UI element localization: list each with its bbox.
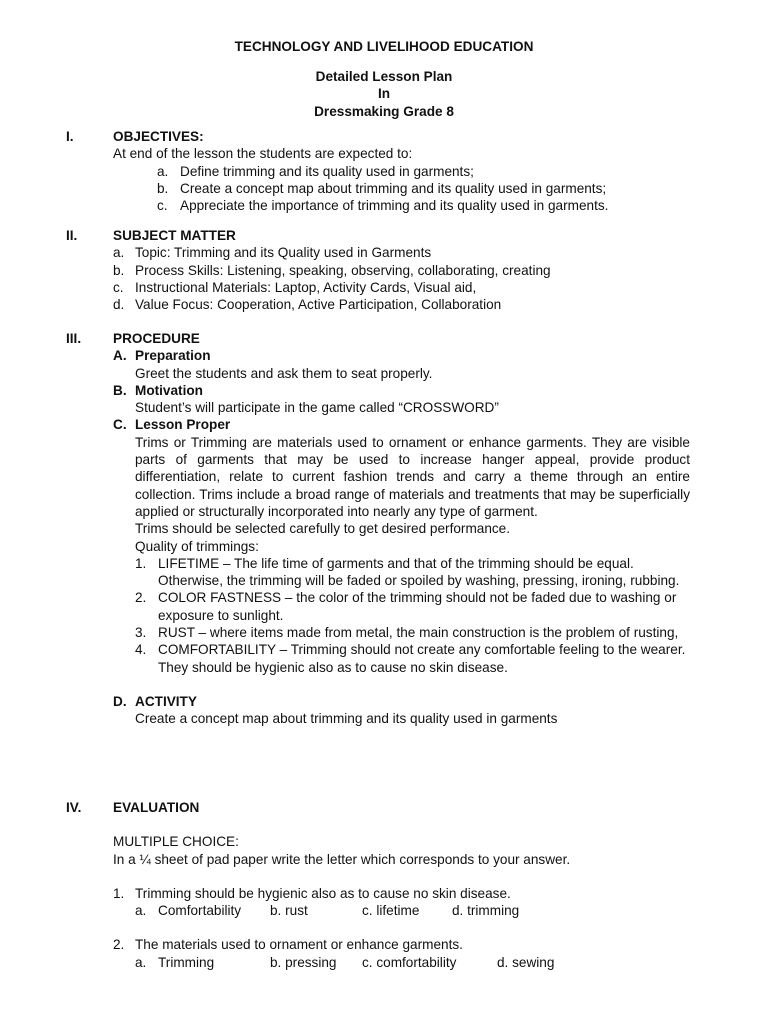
document-title: TECHNOLOGY AND LIVELIHOOD EDUCATION [234, 39, 534, 54]
subtitle-line-3: Dressmaking Grade 8 [314, 103, 454, 119]
evaluation-heading [66, 799, 706, 816]
preparation-heading: A. Preparation [113, 348, 211, 364]
motivation-text: Student’s will participate in the game called “CROSSWORD” [135, 400, 499, 416]
subject-item: b. Process Skills: Listening, speaking, observing, collaborating, creating [113, 262, 551, 278]
section-title: SUBJECT MATTER [113, 228, 236, 243]
subject-matter-section [66, 227, 706, 313]
section-title: EVALUATION [113, 800, 200, 815]
quality-item: 1. LIFETIME – The life time of garments and that of the trimming should be equal. Otherwise, the trimming will be faded or spoiled by washing, pressing, ironing, rubbing. [135, 555, 680, 589]
evaluation-section [66, 799, 706, 971]
preparation-text: Greet the students and ask them to seat properly. [135, 365, 433, 381]
objective-item: a. Define trimming and its quality used in garments; [157, 163, 474, 179]
evaluation-instruction: In a ¼ sheet of pad paper write the letter which corresponds to your answer. [113, 851, 571, 867]
procedure-section [66, 330, 706, 728]
lesson-selected-note: Trims should be selected carefully to get desired performance. [135, 521, 511, 537]
subtitle-line-1: Detailed Lesson Plan [315, 69, 453, 84]
question-item: 2. The materials used to ornament or enhance garments. [113, 937, 463, 953]
subject-item: c. Instructional Materials: Laptop, Activity Cards, Visual aid, [113, 279, 477, 295]
quality-item: 4. COMFORTABILITY – Trimming should not create any comfortable feeling to the wearer. They should be hygienic also as to cause no skin disease. [135, 642, 686, 675]
question-choices: a. Trimming b. pressing c. comfortability d. sewing [135, 954, 555, 970]
subtitle-line-2: In [377, 86, 391, 102]
objective-item: b. Create a concept map about trimming and its quality used in garments; [157, 180, 607, 196]
objectives-intro: At end of the lesson the students are expected to: [113, 146, 413, 162]
section-title: OBJECTIVES: [113, 129, 204, 144]
section-number: II. [66, 228, 78, 243]
objectives-heading [66, 128, 706, 145]
procedure-heading [66, 330, 706, 347]
evaluation-type: MULTIPLE CHOICE: [113, 834, 239, 850]
quality-item: 2. COLOR FASTNESS – the color of the trimming should not be faded due to washing or exposure to sunlight. [135, 590, 677, 623]
quality-label: Quality of trimmings: [135, 538, 259, 554]
subject-item: a. Topic: Trimming and its Quality used in Garments [113, 245, 432, 261]
quality-list [66, 555, 691, 676]
activity-heading: D. ACTIVITY [113, 693, 197, 709]
section-number: IV. [66, 800, 82, 815]
objective-item: c. Appreciate the importance of trimming and its quality used in garments. [157, 198, 609, 214]
question-item: 1. Trimming should be hygienic also as to cause no skin disease. [113, 885, 511, 901]
activity-text: Create a concept map about trimming and its quality used in garments [135, 711, 558, 727]
section-title: PROCEDURE [113, 331, 200, 346]
lesson-paragraph: Trims or Trimming are materials used to ornament or enhance garments. They are visible parts of garments that may be used to increase hanger appeal, provide product differentiation, relate to current fashion trends and carry a theme through an entire collection. Trims include a broad range of materials and treatments that may be superficially applied or structurally incorporated into nearly any type of garment. [135, 434, 690, 519]
section-number: III. [66, 331, 82, 346]
question-choices: a. Comfortability b. rust c. lifetime d. trimming [135, 903, 520, 919]
lesson-proper-heading: C. Lesson Proper [113, 417, 231, 433]
quality-item: 3. RUST – where items made from metal, the main construction is the problem of rusting, [135, 625, 679, 641]
motivation-heading: B. Motivation [113, 382, 203, 398]
document-subtitle [0, 68, 768, 120]
subject-matter-heading [66, 227, 706, 244]
objectives-section [66, 128, 706, 214]
subject-item: d. Value Focus: Cooperation, Active Participation, Collaboration [113, 297, 502, 313]
section-number: I. [66, 129, 74, 144]
